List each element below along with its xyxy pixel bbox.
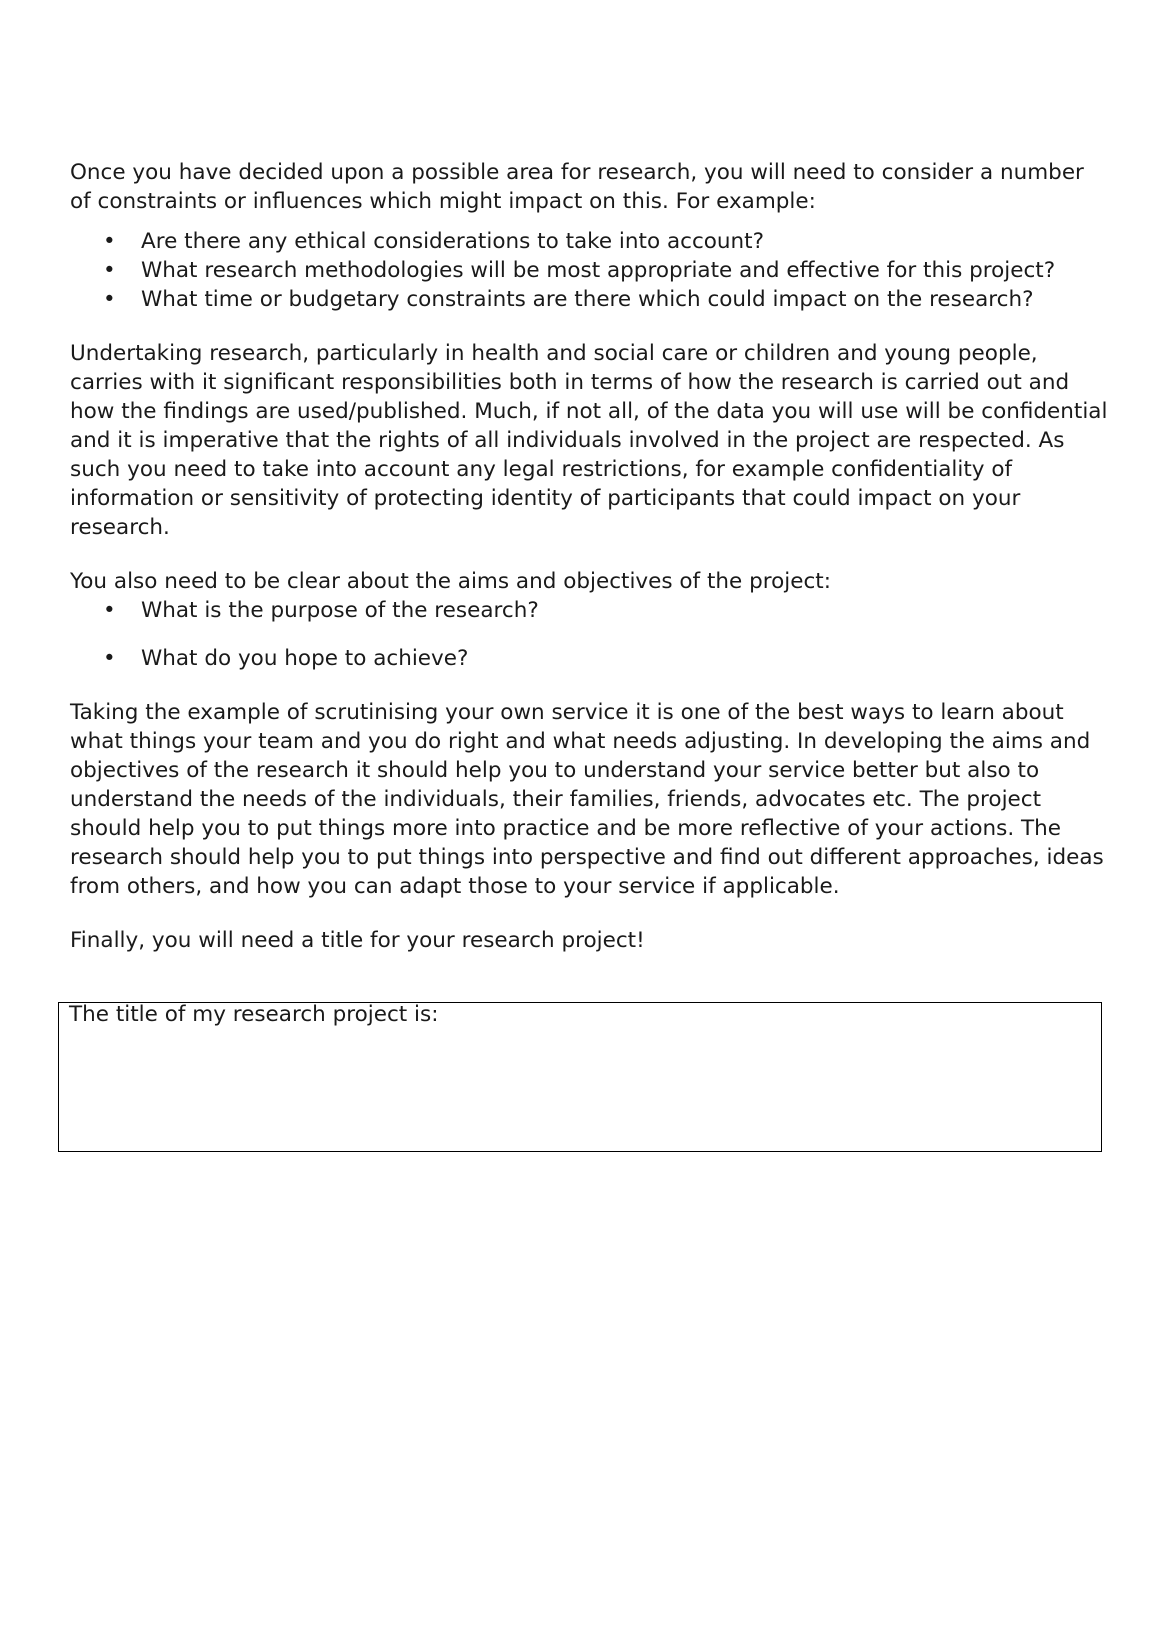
bullet-icon: • <box>103 598 116 623</box>
project-title-label: The title of my research project is: <box>69 1002 439 1027</box>
list-item <box>70 256 1110 285</box>
aims-list <box>70 596 1110 673</box>
bullet-icon: • <box>103 258 116 283</box>
list-item-text: What research methodologies will be most appropriate and effective for this project? <box>141 258 1056 283</box>
aims-intro: You also need to be clear about the aims and objectives of the project: <box>70 569 831 594</box>
list-item-text: What time or budgetary constraints are there which could impact on the research? <box>141 287 1034 312</box>
list-item <box>70 285 1110 314</box>
bullet-icon: • <box>103 646 116 671</box>
list-item-text: What is the purpose of the research? <box>141 598 539 623</box>
bullet-icon: • <box>103 229 116 254</box>
constraints-list <box>70 227 1110 314</box>
example-paragraph: Taking the example of scrutinising your own service it is one of the best ways to learn about what things your team and you do right and what needs adjusting. In developing the aims and objectives of the research it should help you to understand your service better but also to understand the needs of the individuals, their families, friends, advocates etc. The project should help you to put things more into practice and be more reflective of your actions. The research should help you to put things into perspective and find out different approaches, ideas from others, and how you can adapt those to your service if applicable. <box>70 700 1104 899</box>
closing-paragraph: Finally, you will need a title for your research project! <box>70 928 645 953</box>
document-body <box>70 158 1110 955</box>
ethics-paragraph: Undertaking research, particularly in health and social care or children and young people, carries with it significant responsibilities both in terms of how the research is carried out and how the findings are used/published. Much, if not all, of the data you will use will be confidential and it is imperative that the rights of all individuals involved in the project are respected. As such you need to take into account any legal restrictions, for example confidentiality of information or sensitivity of protecting identity of participants that could impact on your research. <box>70 341 1108 540</box>
list-item <box>70 644 1110 673</box>
list-item-text: Are there any ethical considerations to take into account? <box>141 229 765 254</box>
project-title-box[interactable] <box>58 1002 1102 1152</box>
list-item-text: What do you hope to achieve? <box>141 646 469 671</box>
list-item <box>70 596 1110 625</box>
list-item <box>70 227 1110 256</box>
bullet-icon: • <box>103 287 116 312</box>
intro-paragraph: Once you have decided upon a possible area for research, you will need to consider a number of constraints or influences which might impact on this. For example: <box>70 160 1084 214</box>
